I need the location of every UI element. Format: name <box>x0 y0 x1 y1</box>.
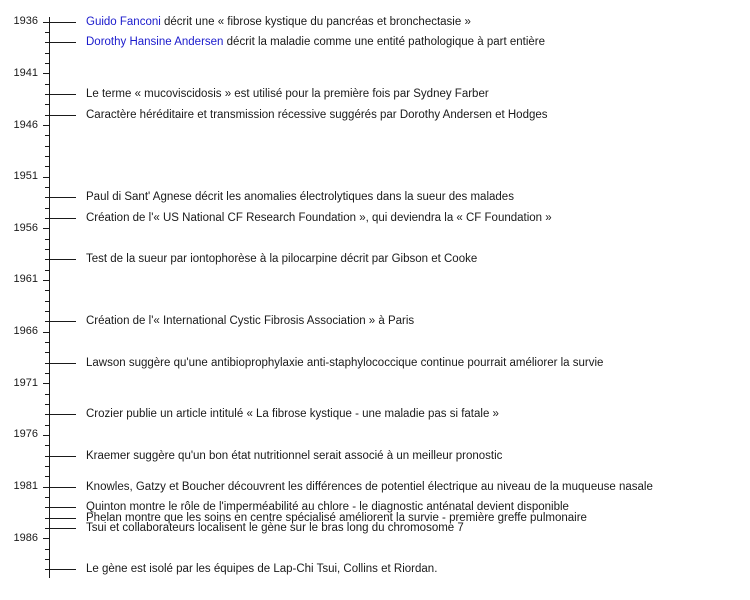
timeline-event <box>86 88 489 100</box>
event-tick <box>49 363 76 364</box>
timeline-event <box>86 109 548 121</box>
event-label-text: Test de la sueur par iontophorèse à la pilocarpine décrit par Gibson et Cooke <box>86 253 478 266</box>
event-label-text: Knowles, Gatzy et Boucher découvrent les différences de potentiel électrique au niveau de la muqueuse nasale <box>86 480 653 493</box>
event-label-text: Phelan montre que les soins en centre spécialisé améliorent la survie - première greffe pulmonaire <box>86 511 587 524</box>
event-tick <box>49 528 76 529</box>
person-link[interactable]: Dorothy Hansine Andersen <box>86 36 224 49</box>
event-label-text: Kraemer suggère qu'un bon état nutritionnel serait associé à un meilleur pronostic <box>86 449 503 462</box>
timeline-event <box>86 315 414 327</box>
minor-year-tick <box>45 156 49 157</box>
minor-year-tick <box>45 445 49 446</box>
minor-year-tick <box>45 425 49 426</box>
event-label-text: Création de l'« US National CF Research Foundation », qui deviendra la « CF Foundation » <box>86 211 552 224</box>
event-label-text: Quinton montre le rôle de l'imperméabilité au chlore - le diagnostic anténatal devient disponible <box>86 501 569 514</box>
minor-year-tick <box>45 53 49 54</box>
event-label-text: Le gène est isolé par les équipes de Lap-Chi Tsui, Collins et Riordan. <box>86 563 438 576</box>
timeline-event <box>86 253 477 265</box>
minor-year-tick <box>45 249 49 250</box>
minor-year-tick <box>45 373 49 374</box>
minor-year-tick <box>45 476 49 477</box>
minor-year-tick <box>45 239 49 240</box>
minor-year-tick <box>45 135 49 136</box>
minor-year-tick <box>45 208 49 209</box>
major-year-tick <box>43 280 49 281</box>
event-tick <box>49 518 76 519</box>
major-year-tick <box>43 125 49 126</box>
major-year-tick <box>43 228 49 229</box>
timeline-event <box>86 481 653 493</box>
year-tick-label: 1946 <box>13 118 38 131</box>
major-year-tick <box>43 332 49 333</box>
event-tick <box>49 115 76 116</box>
event-tick <box>49 456 76 457</box>
timeline-event <box>86 522 464 534</box>
major-year-tick <box>43 435 49 436</box>
timeline-axis <box>49 17 50 579</box>
event-tick <box>49 259 76 260</box>
year-tick-label: 1951 <box>13 170 38 183</box>
minor-year-tick <box>45 63 49 64</box>
minor-year-tick <box>45 301 49 302</box>
timeline-event <box>86 36 545 48</box>
minor-year-tick <box>45 352 49 353</box>
event-label-text: Tsui et collaborateurs localisent le gène sur le bras long du chromosome 7 <box>86 521 464 534</box>
timeline-event <box>86 408 499 420</box>
year-tick-label: 1976 <box>13 428 38 441</box>
year-tick-label: 1941 <box>13 66 38 79</box>
person-link[interactable]: Guido Fanconi <box>86 15 161 28</box>
event-tick <box>49 22 76 23</box>
year-tick-label: 1961 <box>13 273 38 286</box>
timeline-event <box>86 357 603 369</box>
year-tick-label: 1986 <box>13 531 38 544</box>
major-year-tick <box>43 383 49 384</box>
timeline-event <box>86 212 552 224</box>
minor-year-tick <box>45 146 49 147</box>
year-tick-label: 1956 <box>13 221 38 234</box>
minor-year-tick <box>45 84 49 85</box>
minor-year-tick <box>45 466 49 467</box>
minor-year-tick <box>45 270 49 271</box>
event-label-text: Paul di Sant' Agnese décrit les anomalies électrolytiques dans la sueur des malades <box>86 191 514 204</box>
minor-year-tick <box>45 187 49 188</box>
event-label-text: Création de l'« International Cystic Fibrosis Association » à Paris <box>86 315 415 328</box>
major-year-tick <box>43 177 49 178</box>
year-tick-label: 1936 <box>13 15 38 28</box>
minor-year-tick <box>45 497 49 498</box>
event-tick <box>49 321 76 322</box>
timeline-event <box>86 563 437 575</box>
timeline-event <box>86 450 502 462</box>
minor-year-tick <box>45 290 49 291</box>
minor-year-tick <box>45 104 49 105</box>
minor-year-tick <box>45 342 49 343</box>
minor-year-tick <box>45 559 49 560</box>
event-label-text: Caractère héréditaire et transmission récessive suggérés par Dorothy Andersen et Hodges <box>86 108 548 121</box>
minor-year-tick <box>45 404 49 405</box>
major-year-tick <box>43 73 49 74</box>
event-tick <box>49 94 76 95</box>
event-tick <box>49 507 76 508</box>
event-label-text: décrit une « fibrose kystique du pancréas et bronchectasie » <box>160 15 471 28</box>
event-tick <box>49 218 76 219</box>
event-tick <box>49 414 76 415</box>
event-tick <box>49 569 76 570</box>
timeline-event <box>86 16 471 28</box>
event-label-text: Crozier publie un article intitulé « La fibrose kystique - une maladie pas si fatale » <box>86 408 499 421</box>
event-label-text: Lawson suggère qu'une antibioprophylaxie anti-staphylococcique continue pourrait améliorer la survie <box>86 356 604 369</box>
minor-year-tick <box>45 32 49 33</box>
minor-year-tick <box>45 394 49 395</box>
event-tick <box>49 197 76 198</box>
event-label-text: décrit la maladie comme une entité pathologique à part entière <box>223 36 546 49</box>
event-tick <box>49 487 76 488</box>
minor-year-tick <box>45 549 49 550</box>
minor-year-tick <box>45 166 49 167</box>
event-label-text: Le terme « mucoviscidosis » est utilisé pour la première fois par Sydney Farber <box>86 88 489 100</box>
year-tick-label: 1966 <box>13 325 38 338</box>
minor-year-tick <box>45 311 49 312</box>
major-year-tick <box>43 538 49 539</box>
year-tick-label: 1981 <box>13 480 38 493</box>
timeline-event <box>86 191 514 203</box>
year-tick-label: 1971 <box>13 376 38 389</box>
event-tick <box>49 42 76 43</box>
